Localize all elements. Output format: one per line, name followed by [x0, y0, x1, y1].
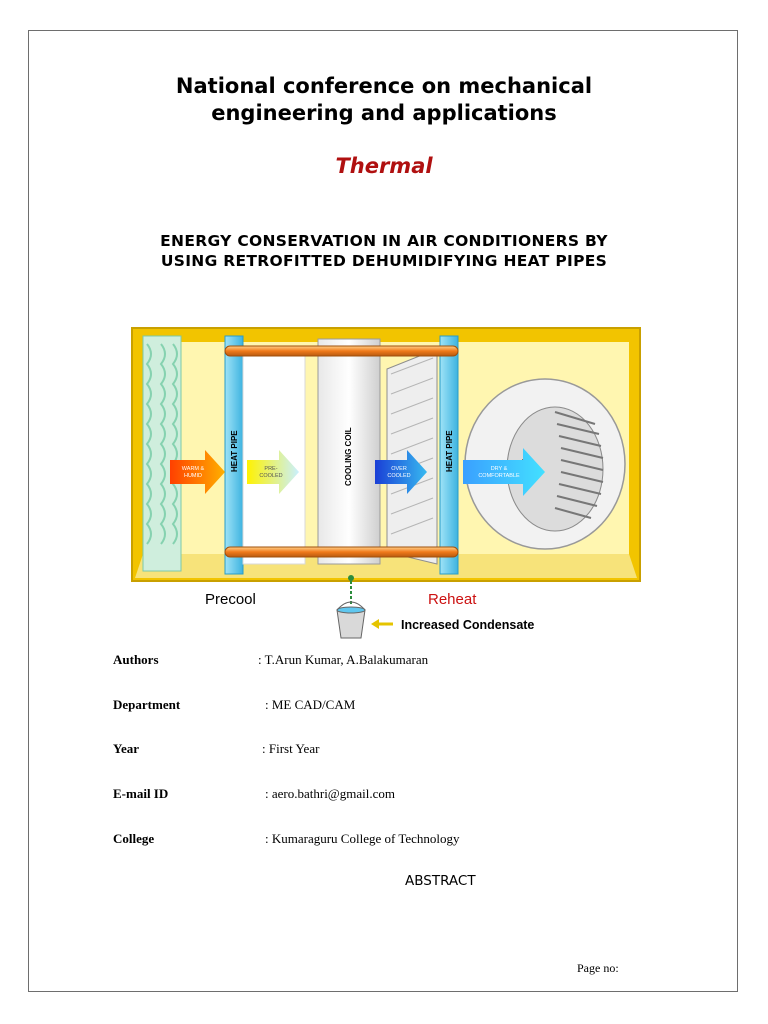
- airflow-arrow-warm-line1: WARM &: [181, 466, 205, 472]
- page-number-label: Page no:: [577, 961, 619, 975]
- paper-title-line-2: USING RETROFITTED DEHUMIDIFYING HEAT PIPES: [160, 252, 608, 270]
- cooling-coil-label: COOLING COIL: [344, 427, 353, 486]
- paper-title: [0, 231, 768, 271]
- condensate-label: Increased Condensate: [401, 618, 535, 632]
- heat-pipe-left-label: HEAT PIPE: [230, 430, 239, 472]
- conference-title-line-1: National conference on mechanical: [175, 74, 593, 98]
- airflow-arrow-precooled-line1: PRE-: [264, 466, 278, 472]
- abstract-heading: ABSTRACT: [405, 873, 476, 889]
- precool-fins: [243, 346, 305, 564]
- meta-label-department: Department: [113, 697, 181, 712]
- conference-track: Thermal: [335, 154, 433, 178]
- meta-label-authors: Authors: [113, 652, 159, 667]
- meta-value-authors: : T.Arun Kumar, A.Balakumaran: [258, 652, 429, 667]
- condensate-arrow: [371, 619, 393, 629]
- airflow-arrow-dry-line1: DRY &: [490, 466, 508, 472]
- inlet-filter: [143, 336, 181, 571]
- airflow-arrow-dry-line2: COMFORTABLE: [478, 473, 520, 479]
- meta-label-college: College: [113, 831, 155, 846]
- pipe-top: [225, 346, 458, 356]
- airflow-arrow-warm-line2: HUMID: [183, 473, 203, 479]
- heat-pipe-figure: [125, 324, 645, 644]
- meta-value-college: : Kumaraguru College of Technology: [265, 831, 460, 846]
- airflow-arrow-overcooled-line2: COOLED: [387, 473, 411, 479]
- meta-label-email: E-mail ID: [113, 786, 169, 801]
- condensate-bucket: [337, 602, 365, 638]
- meta-value-year: : First Year: [262, 741, 320, 756]
- condensate-drip: [348, 575, 354, 606]
- airflow-arrow-precooled-line2: COOLED: [259, 473, 283, 479]
- meta-value-department: : ME CAD/CAM: [265, 697, 356, 712]
- pipe-bottom: [225, 547, 458, 557]
- precool-label: Precool: [205, 591, 256, 608]
- reheat-label: Reheat: [428, 591, 477, 608]
- heat-pipe-right-label: HEAT PIPE: [445, 430, 454, 472]
- paper-title-line-1: ENERGY CONSERVATION IN AIR CONDITIONERS BY: [160, 232, 608, 250]
- conference-title: [0, 73, 768, 127]
- meta-label-year: Year: [113, 741, 139, 756]
- meta-value-email[interactable]: : aero.bathri@gmail.com: [265, 786, 396, 801]
- airflow-arrow-overcooled-line1: OVER: [391, 466, 407, 472]
- conference-title-line-2: engineering and applications: [211, 101, 557, 125]
- housing-floor: [135, 554, 637, 578]
